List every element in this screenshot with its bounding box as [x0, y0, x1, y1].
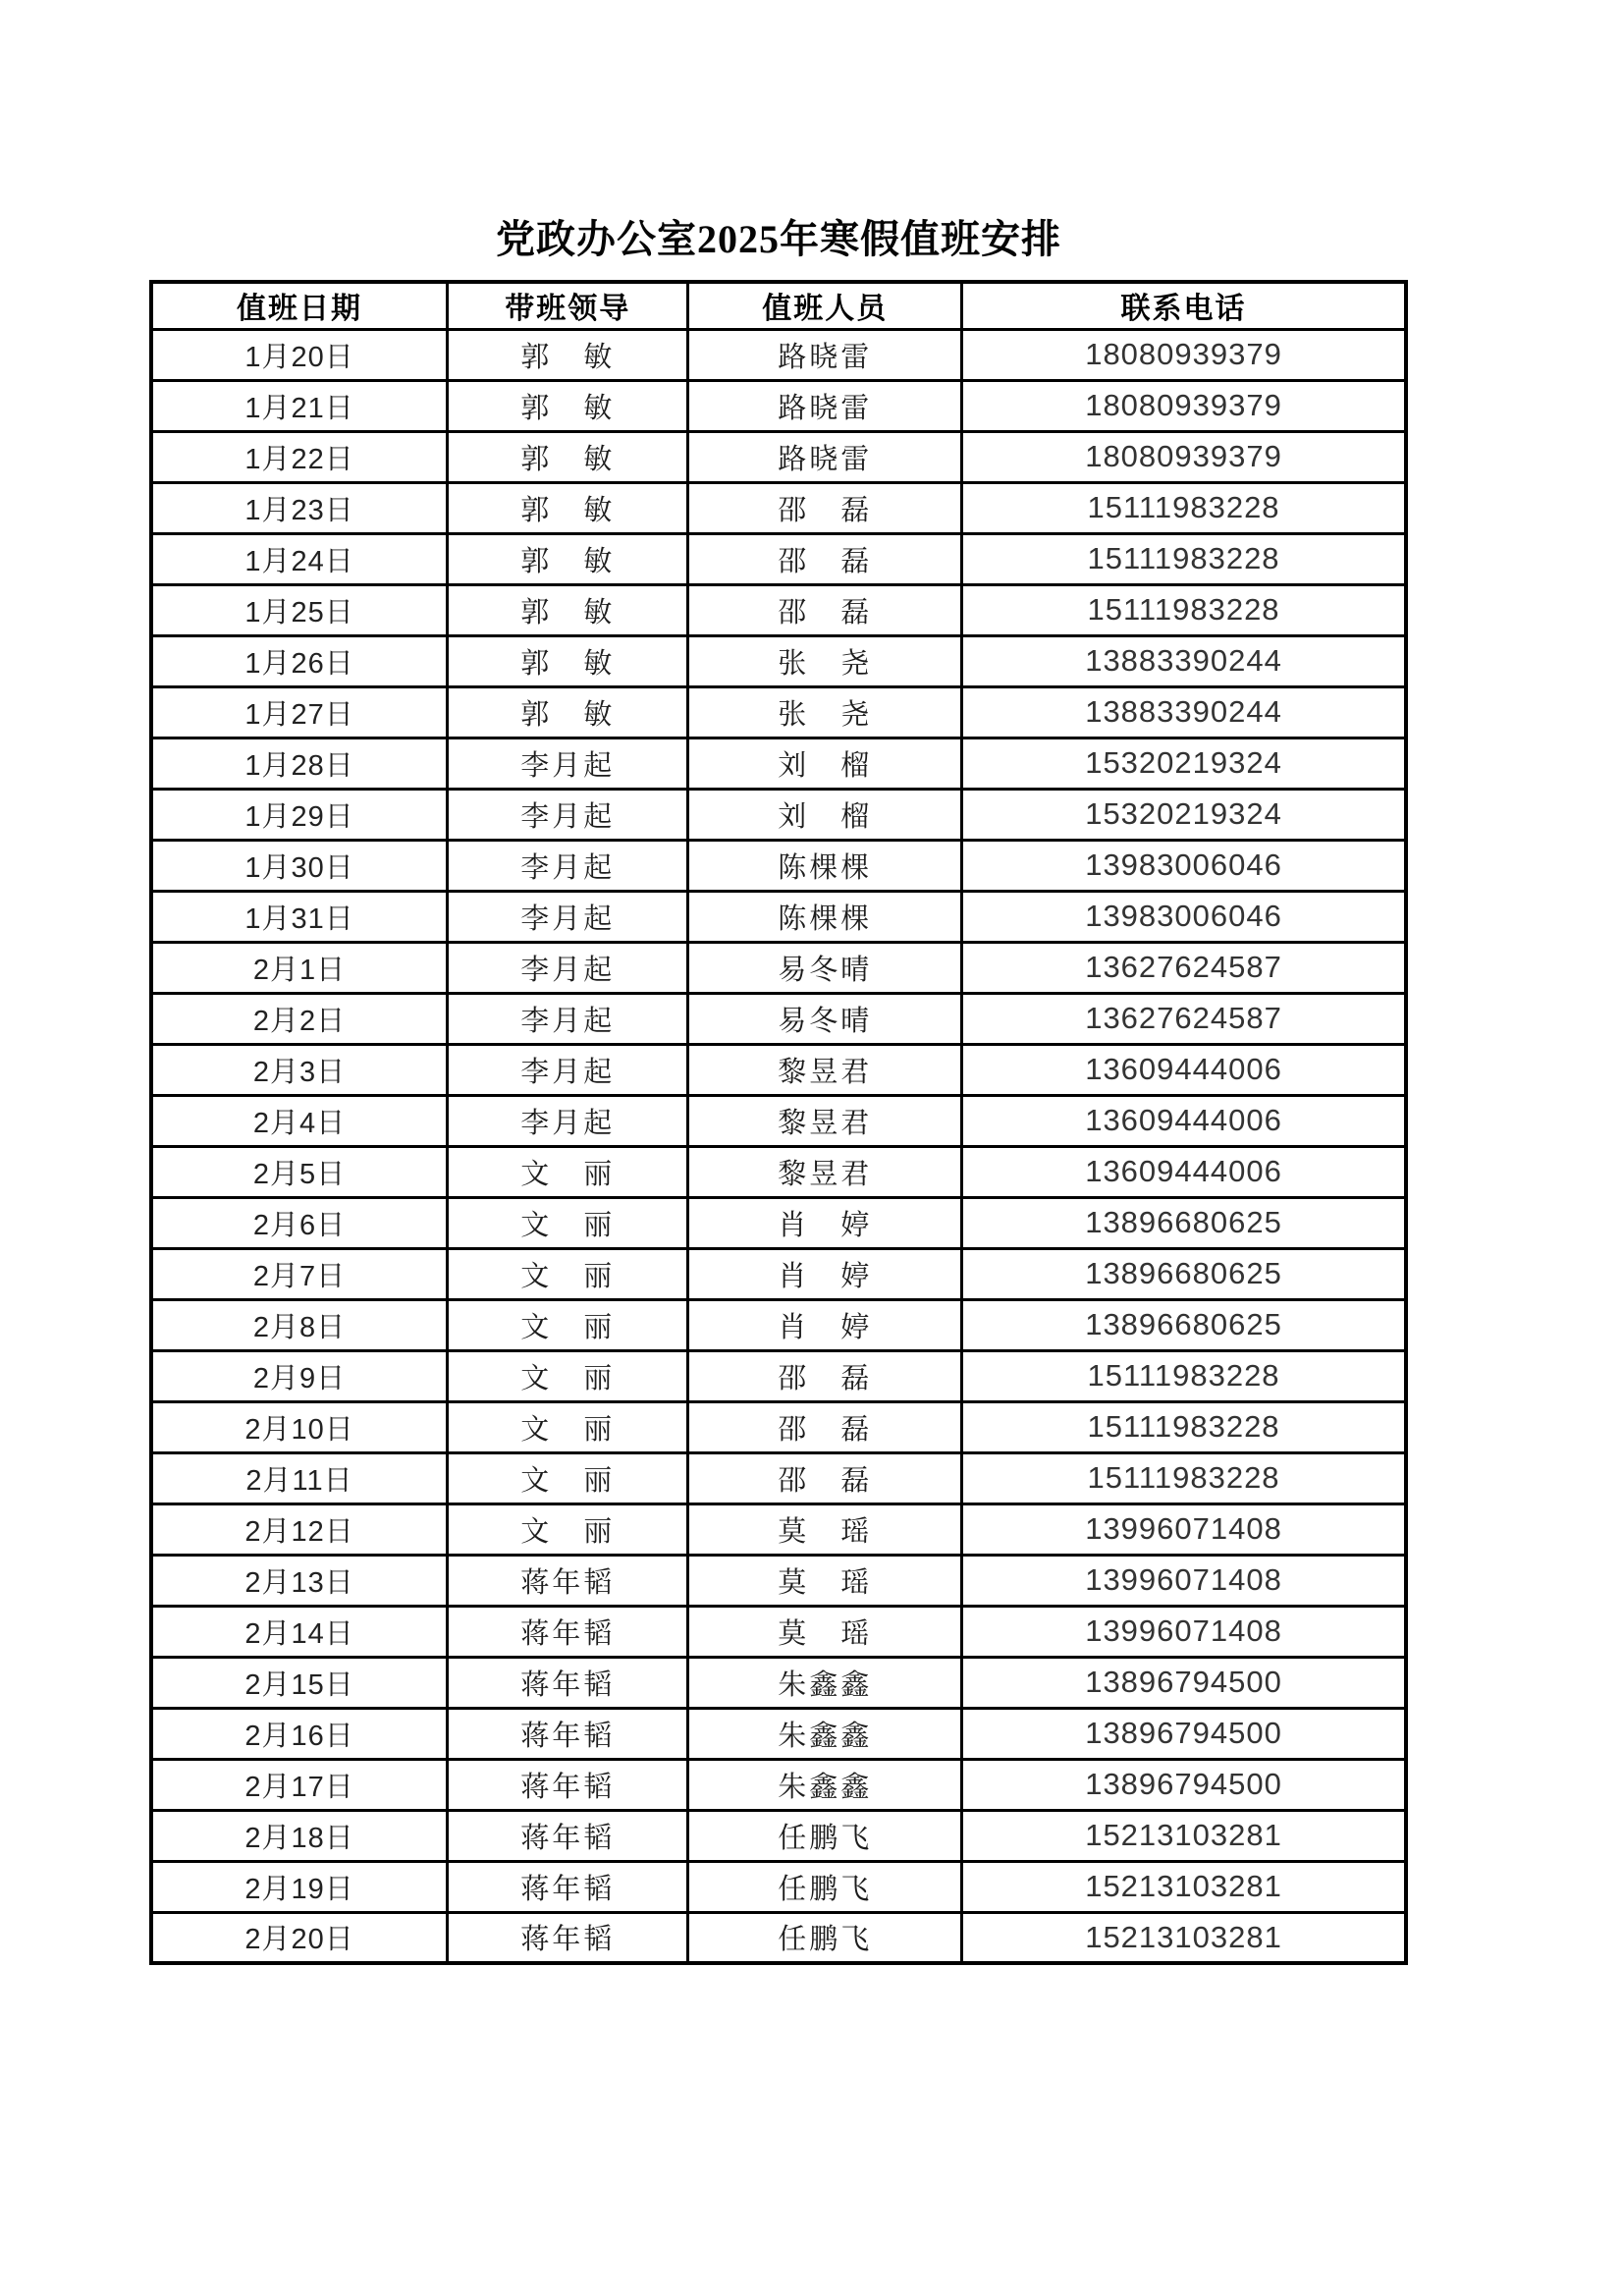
table-row [151, 1095, 1406, 1146]
table-row [151, 789, 1406, 840]
cell-phone: 13883390244 [962, 686, 1406, 738]
cell-phone: 13896680625 [962, 1248, 1406, 1299]
table-row [151, 1606, 1406, 1657]
cell-leader: 文 丽 [448, 1452, 688, 1503]
cell-person: 任鹏飞 [688, 1861, 962, 1912]
cell-person: 刘 榴 [688, 789, 962, 840]
cell-phone: 13896794500 [962, 1657, 1406, 1708]
cell-person: 陈棵棵 [688, 891, 962, 942]
cell-person: 莫 瑶 [688, 1503, 962, 1555]
cell-phone: 15111983228 [962, 1452, 1406, 1503]
cell-person: 张 尧 [688, 635, 962, 686]
table-row [151, 738, 1406, 789]
header-contact-phone: 联系电话 [962, 282, 1406, 329]
cell-person: 邵 磊 [688, 1350, 962, 1401]
cell-date: 2月6日 [151, 1197, 448, 1248]
table-row [151, 1044, 1406, 1095]
table-row [151, 482, 1406, 533]
table-row [151, 380, 1406, 431]
cell-phone: 15213103281 [962, 1810, 1406, 1861]
cell-leader: 蒋年韬 [448, 1810, 688, 1861]
table-row [151, 431, 1406, 482]
cell-date: 2月9日 [151, 1350, 448, 1401]
cell-person: 肖 婷 [688, 1197, 962, 1248]
cell-leader: 李月起 [448, 1095, 688, 1146]
table-row [151, 1248, 1406, 1299]
cell-person: 黎昱君 [688, 1146, 962, 1197]
cell-person: 肖 婷 [688, 1248, 962, 1299]
cell-leader: 文 丽 [448, 1401, 688, 1452]
cell-date: 1月23日 [151, 482, 448, 533]
cell-leader: 蒋年韬 [448, 1657, 688, 1708]
cell-phone: 13983006046 [962, 891, 1406, 942]
cell-date: 2月11日 [151, 1452, 448, 1503]
cell-leader: 蒋年韬 [448, 1708, 688, 1759]
cell-person: 朱鑫鑫 [688, 1759, 962, 1810]
table-row [151, 993, 1406, 1044]
cell-leader: 文 丽 [448, 1146, 688, 1197]
cell-person: 张 尧 [688, 686, 962, 738]
cell-person: 刘 榴 [688, 738, 962, 789]
cell-phone: 18080939379 [962, 431, 1406, 482]
cell-phone: 13996071408 [962, 1606, 1406, 1657]
table-row [151, 1708, 1406, 1759]
cell-phone: 15213103281 [962, 1861, 1406, 1912]
cell-date: 1月22日 [151, 431, 448, 482]
cell-date: 2月7日 [151, 1248, 448, 1299]
header-duty-person: 值班人员 [688, 282, 962, 329]
cell-phone: 15111983228 [962, 1350, 1406, 1401]
cell-phone: 13609444006 [962, 1146, 1406, 1197]
cell-person: 任鹏飞 [688, 1810, 962, 1861]
header-row [151, 282, 1406, 329]
cell-person: 易冬晴 [688, 942, 962, 993]
table-row [151, 1555, 1406, 1606]
cell-person: 肖 婷 [688, 1299, 962, 1350]
table-row [151, 1503, 1406, 1555]
cell-person: 路晓雷 [688, 380, 962, 431]
table-row [151, 1197, 1406, 1248]
table-row [151, 942, 1406, 993]
table-row [151, 1759, 1406, 1810]
header-duty-leader: 带班领导 [448, 282, 688, 329]
cell-leader: 李月起 [448, 942, 688, 993]
cell-leader: 郭 敏 [448, 635, 688, 686]
cell-date: 2月12日 [151, 1503, 448, 1555]
cell-phone: 13983006046 [962, 840, 1406, 891]
cell-date: 1月28日 [151, 738, 448, 789]
cell-phone: 13896794500 [962, 1708, 1406, 1759]
cell-leader: 郭 敏 [448, 482, 688, 533]
cell-date: 2月16日 [151, 1708, 448, 1759]
table-row [151, 533, 1406, 584]
cell-phone: 13627624587 [962, 942, 1406, 993]
table-row [151, 635, 1406, 686]
cell-phone: 15320219324 [962, 789, 1406, 840]
table-body [151, 329, 1406, 1963]
cell-leader: 李月起 [448, 789, 688, 840]
cell-leader: 蒋年韬 [448, 1606, 688, 1657]
cell-person: 陈棵棵 [688, 840, 962, 891]
cell-leader: 文 丽 [448, 1197, 688, 1248]
cell-phone: 15111983228 [962, 1401, 1406, 1452]
cell-phone: 15111983228 [962, 584, 1406, 635]
cell-phone: 18080939379 [962, 380, 1406, 431]
cell-date: 2月19日 [151, 1861, 448, 1912]
table-row [151, 891, 1406, 942]
cell-phone: 13883390244 [962, 635, 1406, 686]
cell-phone: 13996071408 [962, 1503, 1406, 1555]
cell-phone: 13609444006 [962, 1095, 1406, 1146]
cell-leader: 郭 敏 [448, 686, 688, 738]
cell-person: 邵 磊 [688, 1452, 962, 1503]
cell-person: 路晓雷 [688, 329, 962, 380]
cell-leader: 文 丽 [448, 1299, 688, 1350]
table-row [151, 329, 1406, 380]
cell-date: 2月5日 [151, 1146, 448, 1197]
cell-date: 2月1日 [151, 942, 448, 993]
cell-person: 邵 磊 [688, 533, 962, 584]
cell-person: 邵 磊 [688, 1401, 962, 1452]
cell-date: 1月24日 [151, 533, 448, 584]
cell-person: 黎昱君 [688, 1095, 962, 1146]
table-row [151, 1452, 1406, 1503]
cell-person: 易冬晴 [688, 993, 962, 1044]
cell-date: 1月31日 [151, 891, 448, 942]
cell-leader: 李月起 [448, 1044, 688, 1095]
cell-date: 2月3日 [151, 1044, 448, 1095]
cell-person: 路晓雷 [688, 431, 962, 482]
cell-date: 2月17日 [151, 1759, 448, 1810]
table-row [151, 1912, 1406, 1963]
cell-date: 2月18日 [151, 1810, 448, 1861]
table-row [151, 686, 1406, 738]
cell-leader: 蒋年韬 [448, 1555, 688, 1606]
cell-date: 1月27日 [151, 686, 448, 738]
table-row [151, 584, 1406, 635]
cell-phone: 18080939379 [962, 329, 1406, 380]
cell-date: 2月13日 [151, 1555, 448, 1606]
cell-date: 2月15日 [151, 1657, 448, 1708]
cell-leader: 郭 敏 [448, 380, 688, 431]
cell-phone: 13627624587 [962, 993, 1406, 1044]
cell-leader: 蒋年韬 [448, 1861, 688, 1912]
table-row [151, 1401, 1406, 1452]
cell-leader: 李月起 [448, 891, 688, 942]
cell-person: 莫 瑶 [688, 1555, 962, 1606]
cell-person: 任鹏飞 [688, 1912, 962, 1963]
cell-leader: 郭 敏 [448, 584, 688, 635]
cell-date: 2月10日 [151, 1401, 448, 1452]
cell-phone: 15213103281 [962, 1912, 1406, 1963]
cell-phone: 13896680625 [962, 1197, 1406, 1248]
cell-person: 朱鑫鑫 [688, 1657, 962, 1708]
cell-phone: 15320219324 [962, 738, 1406, 789]
table-row [151, 1810, 1406, 1861]
table-header [151, 282, 1406, 329]
header-duty-date: 值班日期 [151, 282, 448, 329]
cell-phone: 13896794500 [962, 1759, 1406, 1810]
cell-phone: 15111983228 [962, 533, 1406, 584]
table-row [151, 840, 1406, 891]
cell-leader: 文 丽 [448, 1503, 688, 1555]
cell-date: 2月8日 [151, 1299, 448, 1350]
cell-leader: 文 丽 [448, 1350, 688, 1401]
duty-schedule-table [149, 280, 1408, 1965]
cell-leader: 蒋年韬 [448, 1912, 688, 1963]
cell-date: 2月2日 [151, 993, 448, 1044]
cell-person: 莫 瑶 [688, 1606, 962, 1657]
cell-leader: 文 丽 [448, 1248, 688, 1299]
cell-date: 2月4日 [151, 1095, 448, 1146]
cell-date: 1月25日 [151, 584, 448, 635]
cell-date: 2月20日 [151, 1912, 448, 1963]
cell-person: 黎昱君 [688, 1044, 962, 1095]
cell-leader: 蒋年韬 [448, 1759, 688, 1810]
cell-date: 2月14日 [151, 1606, 448, 1657]
cell-leader: 李月起 [448, 840, 688, 891]
cell-date: 1月29日 [151, 789, 448, 840]
cell-leader: 郭 敏 [448, 431, 688, 482]
cell-leader: 郭 敏 [448, 329, 688, 380]
duty-schedule-document [149, 208, 1408, 1965]
cell-leader: 郭 敏 [448, 533, 688, 584]
cell-person: 朱鑫鑫 [688, 1708, 962, 1759]
table-row [151, 1350, 1406, 1401]
table-row [151, 1299, 1406, 1350]
cell-leader: 李月起 [448, 738, 688, 789]
cell-date: 1月21日 [151, 380, 448, 431]
cell-phone: 15111983228 [962, 482, 1406, 533]
cell-date: 1月26日 [151, 635, 448, 686]
cell-person: 邵 磊 [688, 482, 962, 533]
table-row [151, 1861, 1406, 1912]
cell-phone: 13609444006 [962, 1044, 1406, 1095]
page-title: 党政办公室2025年寒假值班安排 [496, 217, 1061, 261]
cell-date: 1月20日 [151, 329, 448, 380]
cell-phone: 13996071408 [962, 1555, 1406, 1606]
table-row [151, 1146, 1406, 1197]
cell-leader: 李月起 [448, 993, 688, 1044]
cell-person: 邵 磊 [688, 584, 962, 635]
cell-phone: 13896680625 [962, 1299, 1406, 1350]
cell-date: 1月30日 [151, 840, 448, 891]
table-row [151, 1657, 1406, 1708]
